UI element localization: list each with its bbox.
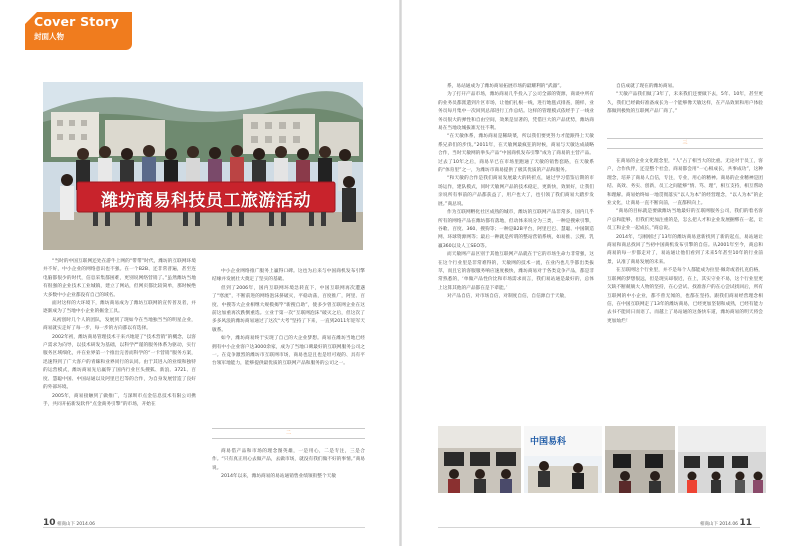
paragraph: 2002年初，潍坊商易管理技术干来兴地迎了“技术营销”的概念，以客户需求为向导，以技术研发为基础，以科学严谨的服务体系为驱动，实行服务区域细化，并在业界第一个推出完善而科学的“一卡营销”服务方案，迅速得到了广大客户的青睐和业界同行的认同。由于其进入的业绩和独特的运营模式，潍坊商易先后赢得了国内行业巨头搜狐、新浪、3721、百度、慧聪中国、中国站通以及阿里巴巴等的合作，为自身发展营造了良好的外部环境。 — [43, 334, 196, 391]
page-gutter — [399, 0, 402, 546]
office-photo-2 — [524, 426, 602, 493]
paragraph: “商易的目标就是要做潍坊当地最好的互联网服务公司，我们的着名客户总和能够，但我们更加注重的是，怎么把人才和企业发展捆绑在一起，让员工和企业一起成长，”商总说。 — [607, 209, 763, 232]
paragraph: 自信成就了现在的潍坊商易。 — [616, 84, 677, 89]
group-photo — [43, 82, 363, 250]
paragraph: 2005年，商易接触到了做推广，与深圳市点金信息技术有限公司携手，共同开拓新发软件“点金商务引擎”的市场，开始在 — [43, 393, 196, 407]
paragraph: 商易借产品和市场的理念图英雄，一是用心，二是专注，三是合作。“只有真正用心去做产品，去做市场，就没有我们做不好的事情。”商易说。 — [212, 449, 365, 471]
folio-left — [43, 518, 95, 528]
office-photo-1 — [438, 426, 521, 493]
text-column-1 — [43, 258, 196, 409]
paragraph: 在商易的企业文化理念里，“人”占了相当大的比重。无论对于员工，客户，合作伙伴，还是整个社会，商易都会用“一心相成长，共事成功”，这种理念，培养了商易人自信，专注，专业，用心的精神。商易的企业精神是团结、高效、务实、创新，员工之间能够“情、笃、理”，相互支持，相互帮助和理解。商易始终如一地贯彻落实“以人为本”的经营理念，“以人为本”的企业文化，让商易一直不断向前，一直都积向上。 — [607, 159, 763, 207]
paragraph: 系，易站通成为了潍坊商易拓展市场的最耀利的“武器”。 — [447, 84, 565, 89]
folio-right — [700, 518, 752, 528]
magazine-name-left: 相商山下 2014.06 — [56, 522, 96, 527]
page-number-left: 10 — [43, 518, 56, 528]
company-logo-text: 中国易科 — [530, 437, 567, 447]
office-photo-4 — [678, 426, 766, 493]
text-column-4 — [607, 83, 763, 117]
text-column-4b — [607, 158, 763, 326]
paragraph: 作为互联网孵化社区成熟的城市，潍坊的互联网产品非常多，国内几乎所有的网络产品在潍坊都有落地，但动体来说分为三类，一种是搜索引擎，谷歌、百度、360、搜狗等；一种是B2B平台，阿里巴巴、慧聪、中国制造网、环球资源网等；最后一种就是所谓的整站营销系统，如易推、云搜、乳赢360以及人工SEO等。 — [438, 210, 594, 249]
paragraph: 2014年以来，潍坊商易的易站通销售业绩领衔整个天敏 — [221, 474, 337, 480]
paragraph: 在互联网这个行业里，并不是每个人都能成为拉里·佩奇或者扎克伯格，互联网的梦想很远，但是现实却很近，在上，其实守业不易，这个行业里更欠缺不断兢兢大人物的坚持，在心尝试、找准客户的在心尝试找回后，所有互联网的中小企业，都不曾无闻的，也都在坚持。跟我们商易经营理念相信，在中国互联网走了13年的潍坊商易，已经更加坚韧和成熟，已经有能力去书不能同日而语了。而越上了易站通的这条快车道，潍坊商易的明天将会更加灿烂！ — [607, 268, 763, 324]
section-divider-2: 二 — [212, 428, 365, 439]
paragraph: “和天敏的合作是我们商易发展最大的转折点，通过学习借鉴后期的市场运作，建队模式，同时天敏网产品的技术稳定，更新快，效果好，让我们亲说所有事前的产品都获益了，用户也大了，也引领了我们商易大踏步发展。”商总说。 — [438, 176, 594, 207]
section-divider-3: 三 — [607, 138, 763, 149]
paragraph: 2014年，与刚刚过了13年的潍坊商易意新找到了新的起点，易站通让商易和商总找回了当初中国商机发布引擎的自信。从2001年至今，商总和商易的每一步都走对了，易站通让他们看到了未来5年甚至10年的行业前景，认准了商易发展的未来。 — [607, 234, 763, 265]
page-number-right: 11 — [739, 518, 753, 528]
paragraph: 对产品自信，对市场自信，对制度自信，自信源自于天敏， — [447, 294, 569, 300]
text-column-3 — [438, 83, 594, 302]
paragraph: 但到了2006年，国内互联网环境急转直下，中国互联网再次遭遇了“寒流”，不断前进的网络泡沫挤破灭，平稳动荡，百度推广，阿里、百度、中搜等大企业相继大规模揭竿“新搜自助”，使多少曾互联网企业在这前这加重再次跌倒重选。立业于第一次“互联网泡沫”破灭之后，但这次了多多风浪的潍坊商易通过了这次“大考”坚持了下来，一直到2011年迎军天敏系。 — [212, 285, 365, 333]
office-photo-3 — [605, 426, 675, 493]
text-column-2b — [212, 448, 365, 482]
paragraph: 为了打开产品市场，潍坊商易几乎投入了公司全部的资源，商谈中所有的业务员都派遣到片区市场，让他们扎根一线，进行地毯式排查，随样，业务员每月集中一次回到总部进行工作总结。这样的管理模式依经手了一线业务员很大的弹性和自由空间，效果是显著的，凭借巨大的产品优势，潍坊商易在当地攻城拔寨无往不利。 — [438, 92, 594, 132]
paragraph: 中小企业网络推广服务上赢得口碑。这也为后来与中国商机发布引擎结缘并发展壮大奠定了坚实的基础。 — [212, 269, 365, 283]
paragraph: 而天敏网产品区别于其他互联网产品就在于它的市场生命力非常强，这在这个行业里是非常难得的，天敏网的技术一流，在业内也几乎都出类拔萃，而且它的客服服务响应速度极快，潍坊商易对于各类竞争产品，都是非常熟悉的，‘单做产品性价比和市场需求而言，我们易站通是最好的，总体上这算其他的产品都在是下辈能。’ — [438, 252, 594, 291]
section-title-cn: 封面人物 — [34, 32, 64, 41]
paragraph: “在天敏体系，潍坊商易是稀缺菜，所以我们要更努力才能跟得上天敏系兄弟们的步伐。”2011年，在天敏网最疯狂的时候，商易与天敏达成战略合作，当时天敏网的拳头产品“中国商机发布引擎”成为了商易的主营产品。过去了10年之后，商易早已在市场里跑通了天敏的销售套路，在天敏系的“体育里”之一，为潍坊市商易提供了极其优质的产品和服务。 — [438, 134, 594, 174]
text-column-2 — [212, 268, 365, 369]
paragraph: 如今，潍坊商易终于实现了自己的大企业梦想。商易在潍坊当地已经拥有中小企业客户达3000余家，成为了当地口碑最好的互联网服务公司之一。在竞争激烈的潍坊市互联网市场，商易也是且也是坦可观的、具有平台领军地能力，能够提供最优质的互联网产品和服务的公司之一。 — [212, 336, 365, 367]
paragraph: 面对这样的大环境下，潍坊商易成为了潍坊互联网的宣传普及者，并逐渐成为了当地中小企业的掘金工具。 — [43, 301, 196, 315]
magazine-name-right: 相商山下 2014.06 — [700, 522, 739, 527]
paragraph: “天敏产品我们做了3年了，未来我们还要做下去，5年、10年，甚至更久，我们已经做好准备成长为一个能够像天敏这样，在产品效果和用户体验都做到极致的互联网产品厂商了。” — [607, 92, 763, 115]
section-title-en: Cover Story — [34, 14, 119, 29]
photo-banner-text: 潍坊商易科技员工旅游活动 — [101, 191, 311, 211]
paragraph: “当时的中国互联网还处在游牛上网的“带带”时代，潍坊的互联网环境并不好，中小企业的网络意识也不强。在一个B2B、还非常普遍，甚至连电脑都很少的时代，信息采集都困难，更别说网络营销了。”虽然潍坊当地有很强的企业技术工业城镇，建立了网站，但网页都比较简单，那时候绝大多数中小企业都没有自己的域名。 — [43, 259, 196, 298]
paragraph: 从初创时几个人的团队，发展到了现如今在当地独当当的明星企业，商易就实走好了每一步，每一步的方向都以有选择。 — [43, 317, 196, 332]
